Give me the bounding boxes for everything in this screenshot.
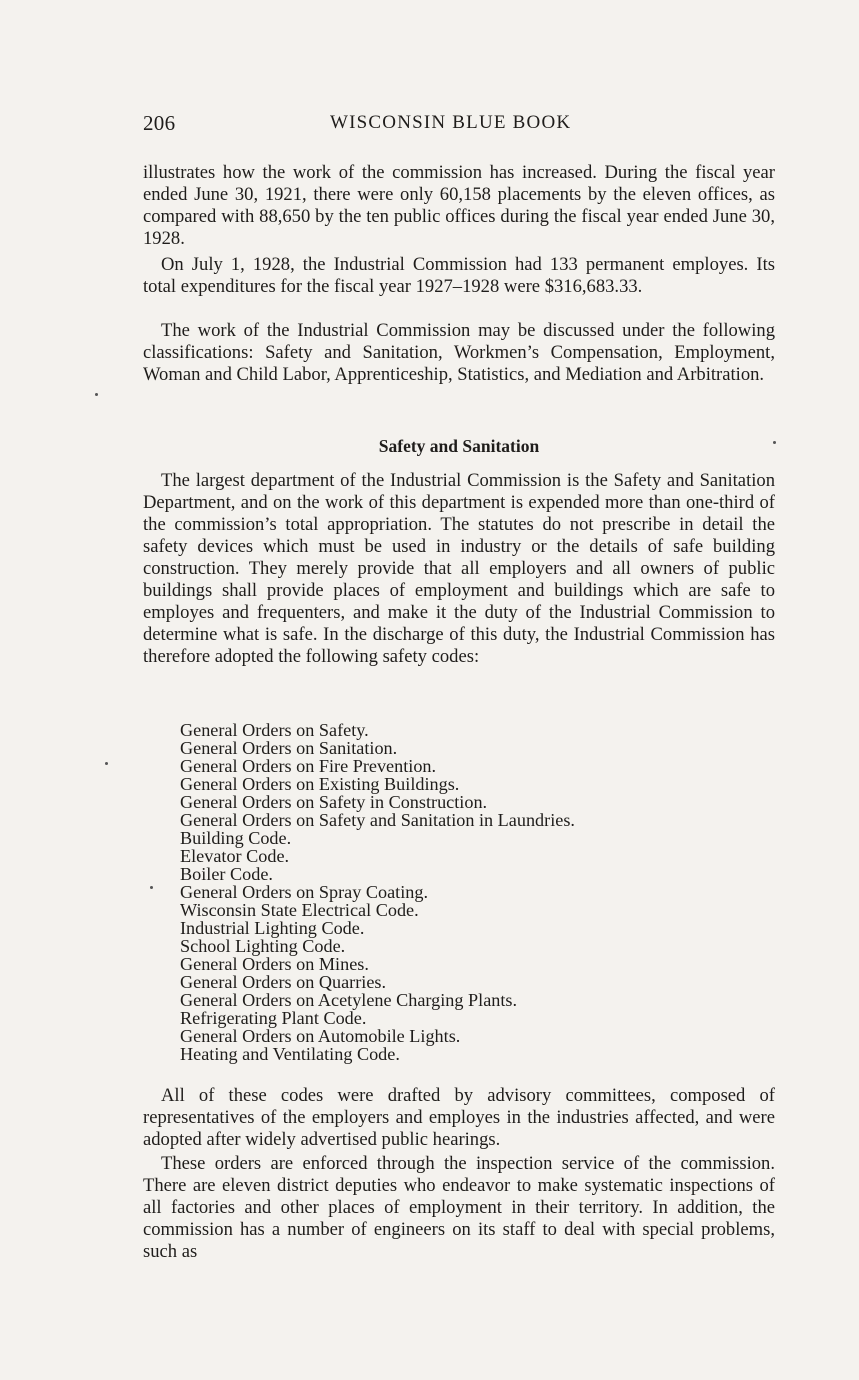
page-number: 206 [143, 111, 176, 135]
list-item: Heating and Ventilating Code. [180, 1044, 400, 1064]
list-item: Industrial Lighting Code. [180, 918, 365, 938]
list-item: Building Code. [180, 828, 292, 848]
page-header [143, 108, 775, 140]
paragraph-employes: On July 1, 1928, the Industrial Commission had 133 permanent employes. Its total expenditures for the fiscal year 1927–1928 were $316,683.33. [143, 254, 775, 297]
paragraph-classifications: The work of the Industrial Commission may be discussed under the following classifications: Safety and Sanitation, Workmen’s Compensation, Employment, Woman and Child Labor, Apprenticeship, Statistics, and Mediation and Arbitration. [143, 320, 775, 385]
safety-codes-list [180, 721, 740, 1063]
list-item: General Orders on Mines. [180, 954, 369, 974]
scan-speck [150, 886, 153, 889]
list-item: Refrigerating Plant Code. [180, 1008, 367, 1028]
list-item: General Orders on Sanitation. [180, 738, 398, 758]
scan-speck [95, 393, 98, 396]
list-item: Boiler Code. [180, 864, 273, 884]
list-item: General Orders on Safety. [180, 720, 369, 740]
section-heading: Safety and Sanitation [378, 436, 540, 456]
list-item: Elevator Code. [180, 846, 290, 866]
list-item: General Orders on Safety and Sanitation in Laundries. [180, 810, 575, 830]
paragraph-advisory-committees: All of these codes were drafted by advisory committees, composed of representatives of the employers and employes in the industries affected, and were adopted after widely advertised public hearings. [143, 1085, 775, 1150]
list-item: General Orders on Quarries. [180, 972, 387, 992]
list-item: General Orders on Existing Buildings. [180, 774, 460, 794]
list-item: School Lighting Code. [180, 936, 346, 956]
paragraph-continuation: illustrates how the work of the commission has increased. During the fiscal year ended June 30, 1921, there were only 60,158 placements by the eleven offices, as compared with 88,650 by the ten public offices during the fiscal year ended June 30, 1928. [143, 162, 775, 249]
list-item: General Orders on Acetylene Charging Plants. [180, 990, 518, 1010]
list-item: General Orders on Spray Coating. [180, 882, 428, 902]
list-item: Wisconsin State Electrical Code. [180, 900, 419, 920]
scan-speck [105, 762, 108, 765]
paragraph-safety-department: The largest department of the Industrial Commission is the Safety and Sanitation Department, and on the work of this department is expended more than one-third of the commission’s total appropriation. The statutes do not prescribe in detail the safety devices which must be used in industry or the details of safe building construction. They merely provide that all employers and all owners of public buildings shall provide places of employment and buildings which are safe to employes and frequenters, and make it the duty of the Industrial Commission to determine what is safe. In the discharge of this duty, the Industrial Commission has therefore adopted the following safety codes: [143, 470, 775, 667]
list-item: General Orders on Safety in Construction. [180, 792, 488, 812]
running-head: WISCONSIN BLUE BOOK [330, 112, 572, 133]
list-item: General Orders on Fire Prevention. [180, 756, 437, 776]
list-item: General Orders on Automobile Lights. [180, 1026, 461, 1046]
scan-speck [773, 441, 776, 444]
paragraph-enforcement: These orders are enforced through the inspection service of the commission. There are eleven district deputies who endeavor to make systematic inspections of all factories and other places of employment in their territory. In addition, the commission has a number of engineers on its staff to deal with special problems, such as [143, 1153, 775, 1262]
